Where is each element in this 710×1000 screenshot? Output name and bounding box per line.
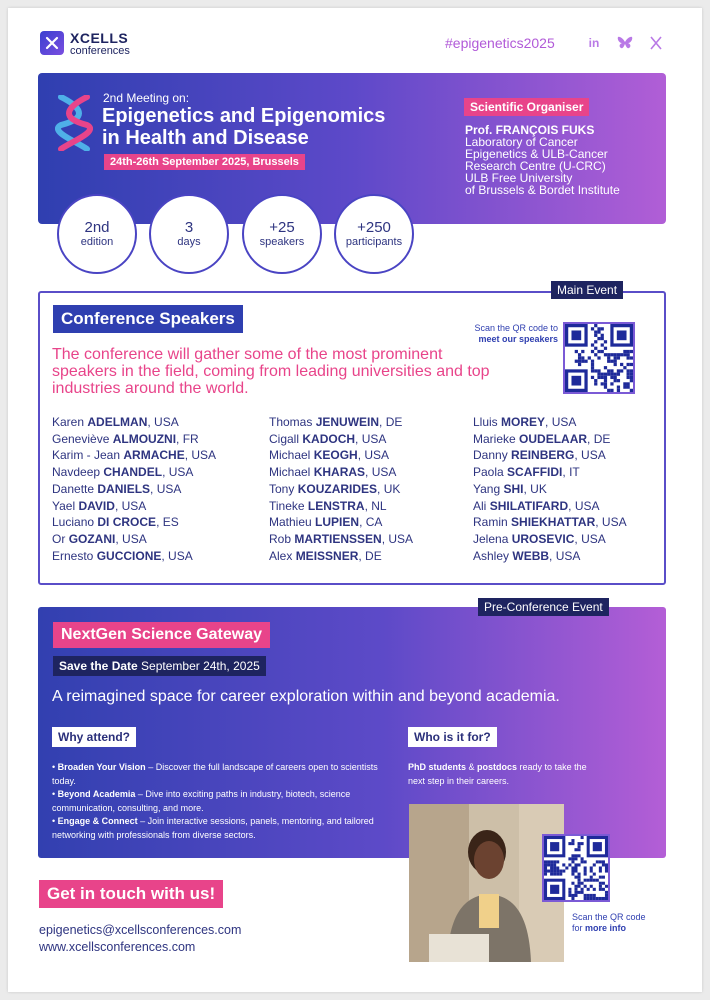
speaker: Yael DAVID, USA	[52, 498, 147, 513]
who-is-it-for-label: Who is it for?	[408, 727, 497, 747]
speakers-intro: The conference will gather some of the most prominent speakers in the field, coming from leading universities and top industries around the world.	[52, 346, 490, 397]
event-dates: 24th-26th September 2025, Brussels	[104, 154, 305, 170]
audience-text: PhD students & postdocs ready to take the next step in their careers.	[408, 762, 587, 786]
speaker: Luciano DI CROCE, ES	[52, 515, 179, 530]
linkedin-icon[interactable]: in	[588, 36, 600, 50]
speaker: Danette DANIELS, USA	[52, 481, 182, 496]
hashtag[interactable]: #epigenetics2025	[445, 35, 555, 51]
why-attend-label: Why attend?	[52, 727, 136, 747]
speakers-qr-caption: Scan the QR code to meet our speakers	[474, 323, 558, 344]
speaker: Rob MARTIENSSEN, USA	[269, 531, 414, 546]
participant-photo	[409, 804, 564, 962]
speaker: Cigall KADOCH, USA	[269, 431, 387, 446]
speaker: Thomas JENUWEIN, DE	[269, 415, 403, 429]
stat-speakers: +25 speakers	[242, 194, 322, 274]
dna-helix-icon	[55, 95, 93, 151]
organiser-label: Scientific Organiser	[464, 98, 589, 116]
speakers-qr-code[interactable]	[563, 322, 635, 394]
speaker: Lluis MOREY, USA	[473, 415, 577, 429]
speaker: Ramin SHIEKHATTAR, USA	[473, 515, 627, 530]
list-item: • Broaden Your Vision – Discover the full landscape of careers open to scientists today.	[52, 762, 378, 786]
speaker: Jelena UROSEVIC, USA	[473, 531, 606, 546]
speaker: Or GOZANI, USA	[52, 531, 147, 546]
speaker: Paola SCAFFIDI, IT	[473, 465, 580, 480]
preconference-tagline: A reimagined space for career exploration within and beyond academia.	[52, 688, 560, 705]
stat-days: 3 days	[149, 194, 229, 274]
info-qr-caption: Scan the QR code for more info	[572, 912, 646, 933]
speakers-column-1	[52, 414, 216, 564]
speaker: Danny REINBERG, USA	[473, 448, 606, 463]
speakers-column-2	[269, 414, 413, 564]
xcells-logo-icon	[40, 31, 64, 55]
speaker: Tony KOUZARIDES, UK	[269, 481, 401, 496]
preconference-tag: Pre-Conference Event	[478, 598, 609, 616]
speaker: Michael KEOGH, USA	[269, 448, 390, 463]
save-the-date: Save the Date September 24th, 2025	[53, 656, 266, 676]
list-item: • Beyond Academia – Dive into exciting paths in industry, biotech, science communication, consulting, and more.	[52, 789, 351, 813]
logo-subtext: conferences	[70, 45, 130, 57]
organiser-affiliation: Laboratory of Cancer Epigenetics & ULB-Cancer Research Centre (U-CRC) ULB Free University of Brussels & Bordet Institute	[465, 135, 620, 197]
speaker: Tineke LENSTRA, NL	[269, 498, 387, 513]
bluesky-icon[interactable]	[616, 34, 634, 52]
speaker: Michael KHARAS, USA	[269, 465, 397, 480]
info-qr-code[interactable]	[542, 834, 610, 902]
speaker: Karen ADELMAN, USA	[52, 415, 179, 429]
speaker: Marieke OUDELAAR, DE	[473, 431, 611, 446]
main-event-tag: Main Event	[551, 281, 623, 299]
stat-participants: +250 participants	[334, 194, 414, 274]
list-item: • Engage & Connect – Join interactive sessions, panels, mentoring, and tailored networking with professionals from diverse sectors.	[52, 816, 374, 840]
contact-info	[39, 922, 241, 956]
contact-title: Get in touch with us!	[39, 880, 223, 908]
speakers-title: Conference Speakers	[53, 305, 243, 333]
organiser-name: Prof. FRANÇOIS FUKS	[465, 123, 595, 137]
speakers-column-3	[473, 414, 627, 564]
logo-text: XCELLS	[70, 30, 129, 46]
speaker: Mathieu LUPIEN, CA	[269, 515, 383, 530]
x-icon[interactable]	[647, 34, 665, 52]
speaker: Ernesto GUCCIONE, USA	[52, 548, 193, 563]
speaker: Ashley WEBB, USA	[473, 548, 581, 563]
nextgen-title: NextGen Science Gateway	[53, 622, 270, 648]
why-attend-list	[52, 761, 387, 842]
speaker: Yang SHI, UK	[473, 481, 547, 496]
meeting-subtitle: 2nd Meeting on:	[103, 91, 190, 105]
speaker: Navdeep CHANDEL, USA	[52, 465, 194, 480]
speaker: Geneviève ALMOUZNI, FR	[52, 431, 199, 446]
speaker: Karim - Jean ARMACHE, USA	[52, 448, 217, 463]
meeting-title: Epigenetics and Epigenomics in Health and Disease	[102, 105, 386, 149]
website-link[interactable]: www.xcellsconferences.com	[39, 940, 196, 954]
stat-edition: 2nd edition	[57, 194, 137, 274]
email-link[interactable]: epigenetics@xcellsconferences.com	[39, 923, 242, 937]
speaker: Ali SHILATIFARD, USA	[473, 498, 600, 513]
speaker: Alex MEISSNER, DE	[269, 548, 382, 563]
